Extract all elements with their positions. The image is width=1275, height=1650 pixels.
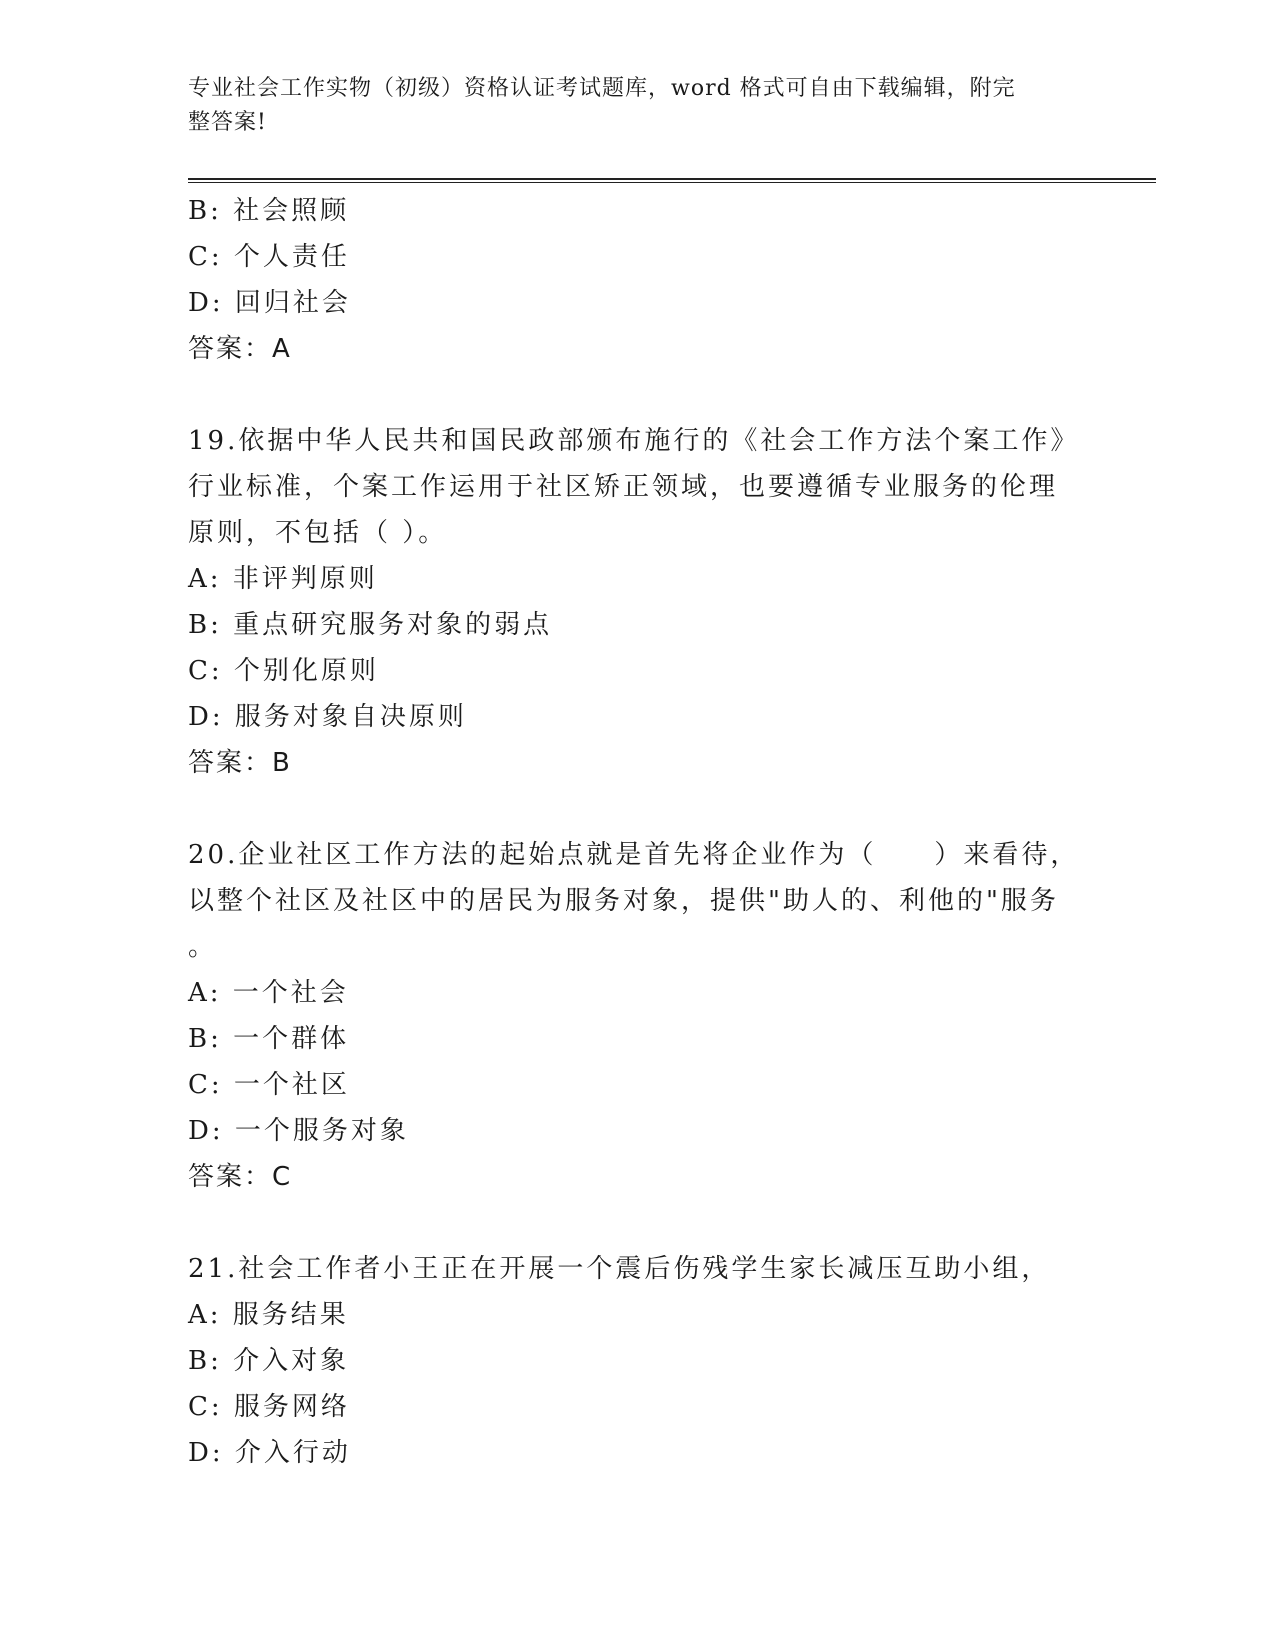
option-b: B: 重点研究服务对象的弱点 — [188, 610, 553, 640]
option-b: B: 介入对象 — [188, 1346, 350, 1376]
header-title-line-1: 专业社会工作实物（初级）资格认证考试题库，word 格式可自由下载编辑，附完 — [188, 76, 1016, 101]
question-21 — [188, 1246, 1068, 1476]
header-divider-thin — [188, 182, 1156, 183]
question-19 — [188, 418, 1080, 786]
question-stem: 行业标准，个案工作运用于社区矫正领域，也要遵循专业服务的伦理 — [188, 472, 1059, 502]
question-stem: 以整个社区及社区中的居民为服务对象，提供"助人的、利他的"服务 — [188, 886, 1059, 916]
option-b: B: 社会照顾 — [188, 196, 350, 226]
option-d: D: 一个服务对象 — [188, 1116, 409, 1146]
option-d: D: 服务对象自决原则 — [188, 702, 467, 732]
question-20 — [188, 832, 1080, 1200]
question-list — [188, 188, 1080, 1476]
option-a: A: 服务结果 — [188, 1300, 349, 1330]
question-stem: 。 — [188, 932, 218, 962]
option-c: C: 一个社区 — [188, 1070, 350, 1100]
option-b: B: 一个群体 — [188, 1024, 350, 1054]
answer-label: 答案：B — [188, 748, 292, 778]
option-c: C: 个人责任 — [188, 242, 350, 272]
page-header — [188, 72, 1068, 140]
spacer — [188, 1200, 1068, 1246]
question-stem: 原则，不包括（ ）。 — [188, 518, 448, 548]
option-a: A: 一个社会 — [188, 978, 349, 1008]
option-a: A: 非评判原则 — [188, 564, 378, 594]
option-d: D: 介入行动 — [188, 1438, 351, 1468]
option-c: C: 个别化原则 — [188, 656, 379, 686]
spacer — [188, 372, 1068, 418]
question-stem: 20.企业社区工作方法的起始点就是首先将企业作为（ ）来看待， — [188, 840, 1080, 870]
spacer — [188, 786, 1068, 832]
question-18-tail — [188, 188, 1068, 372]
option-c: C: 服务网络 — [188, 1392, 350, 1422]
option-d: D: 回归社会 — [188, 288, 351, 318]
question-stem: 21.社会工作者小王正在开展一个震后伤残学生家长减压互助小组， — [188, 1254, 1051, 1284]
answer-label: 答案：C — [188, 1162, 293, 1192]
header-divider — [188, 178, 1156, 180]
answer-label: 答案：A — [188, 334, 292, 364]
question-stem: 19.依据中华人民共和国民政部颁布施行的《社会工作方法个案工作》 — [188, 426, 1080, 456]
header-title-line-2: 整答案! — [188, 110, 267, 135]
